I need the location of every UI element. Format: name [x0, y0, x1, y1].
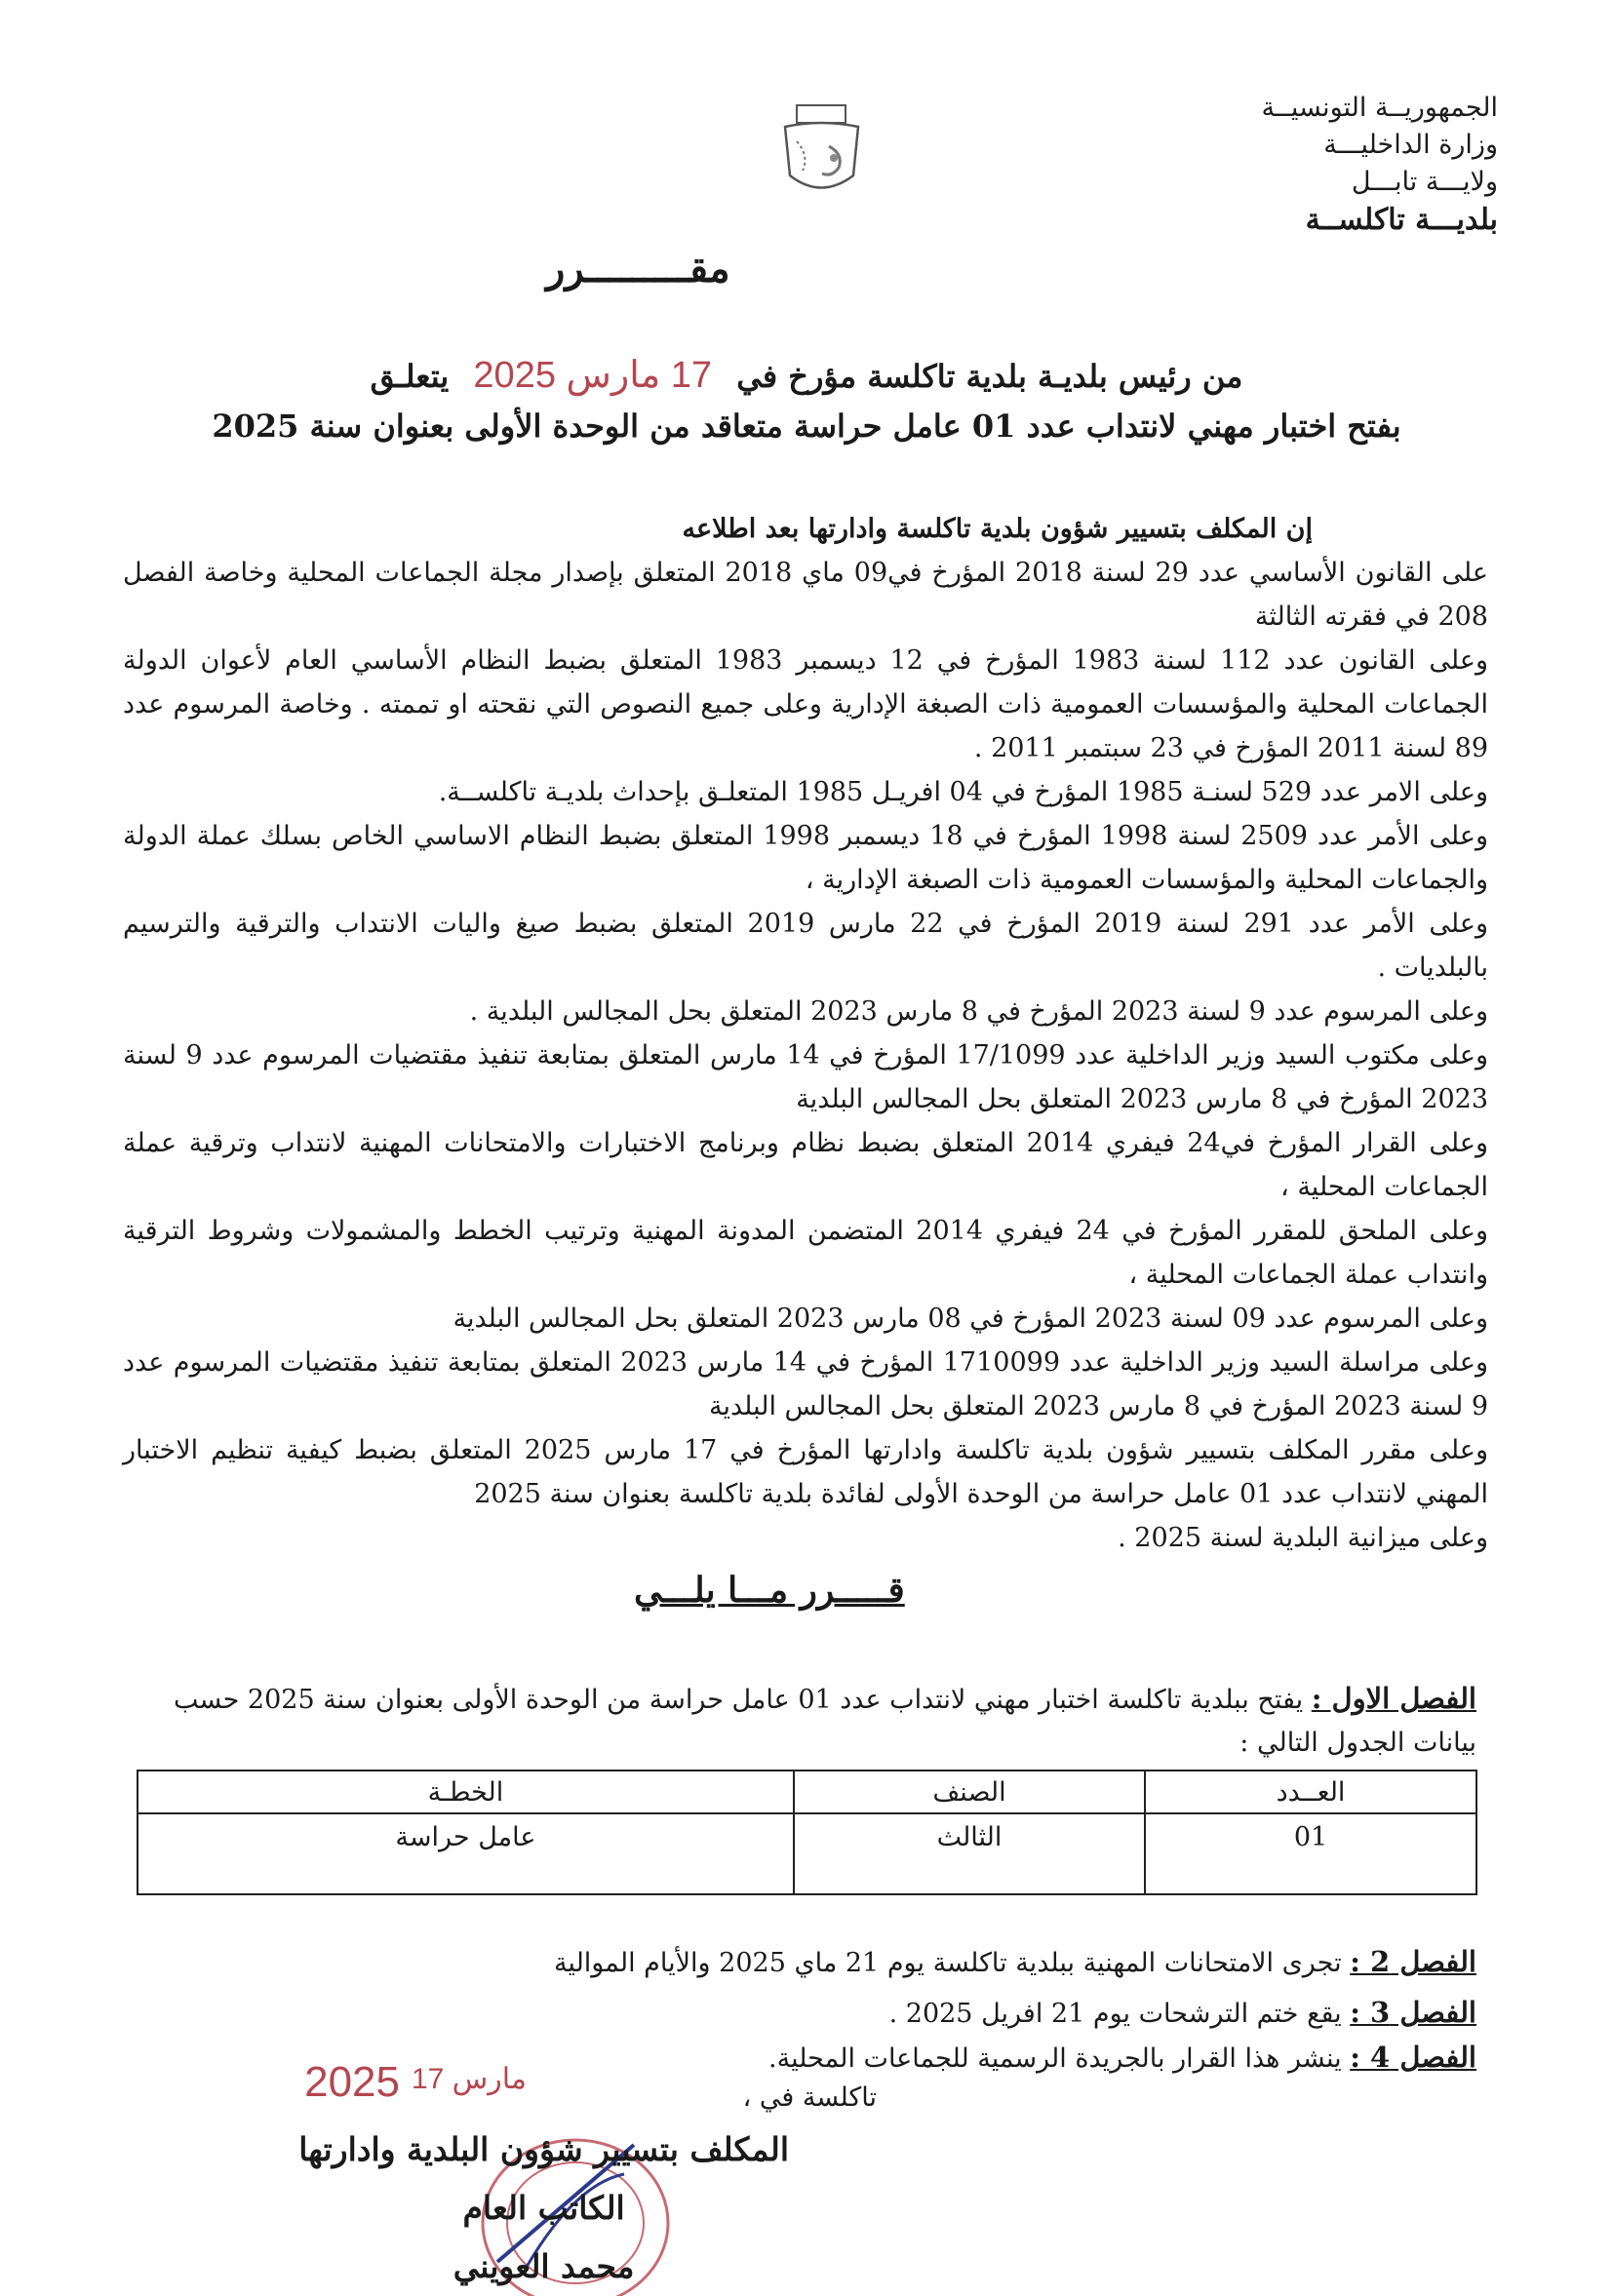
table-header-row — [138, 1771, 1476, 1813]
preamble-paragraph: وعلى القرار المؤرخ في24 فيفري 2014 المتعلق بضبط نظام وبرنامج الاختبارات والامتحانات المهنية لانتداب وترقية عملة الجماعات المحلية ، — [123, 1128, 1488, 1202]
article-4-text: ينشر هذا القرار بالجريدة الرسمية للجماعات المحلية. — [768, 2043, 1342, 2074]
preamble-paragraph: وعلى مقرر المكلف بتسيير شؤون بلدية تاكلسة وادارتها المؤرخ في 17 مارس 2025 المتعلق بضبط كيفية تنظيم الاختبار المهني لانتداب عدد 01 عامل حراسة من الوحدة الأولى لفائدة بلدية تاكلسة بعنوان سنة 2025 — [123, 1435, 1488, 1509]
article-2-text: تجرى الامتحانات المهنية ببلدية تاكلسة يوم 21 ماي 2025 والأيام الموالية — [553, 1948, 1342, 1978]
preamble-paragraph: على القانون الأساسي عدد 29 لسنة 2018 المؤرخ في09 ماي 2018 المتعلق بإصدار مجلة الجماعات المحلية وخاصة الفصل 208 في فقرته الثالثة — [123, 558, 1488, 632]
article-2-label: الفصل 2 : — [1350, 1945, 1476, 1978]
place-date-line: تاكلسة في ، — [742, 2082, 877, 2113]
table-cell-count: 01 — [1145, 1813, 1476, 1894]
preamble-paragraph: وعلى مكتوب السيد وزير الداخلية عدد 17/1099 المؤرخ في 14 مارس المتعلق بمتابعة تنفيذ مقتضيات المرسوم عدد 9 لسنة 2023 المؤرخ في 8 مارس 2023 المتعلق بحل المجالس البلدية — [123, 1040, 1488, 1114]
ministry-name: وزارة الداخليـــة — [1323, 129, 1498, 160]
article-1-text: يفتح ببلدية تاكلسة اختبار مهني لانتداب عدد 01 عامل حراسة من الوحدة الأولى بعنوان سنة 2025 حسب بيانات الجدول التالي : — [174, 1685, 1476, 1758]
preamble-paragraph: وعلى ميزانية البلدية لسنة 2025 . — [1118, 1523, 1488, 1553]
svg-text:2025: 2025 — [304, 2058, 400, 2106]
article-1 — [150, 1677, 1476, 1765]
letterhead — [1262, 90, 1498, 241]
table-header-position: الخطـة — [138, 1771, 794, 1813]
document-title: مقـــــــــرر — [546, 246, 730, 292]
municipality-emblem-icon — [775, 97, 868, 205]
subject-start: من رئيس بلديـة بلدية تاكلسة مؤرخ في — [736, 358, 1243, 395]
subject-line-1 — [0, 353, 1613, 397]
table-header-count: العــدد — [1145, 1771, 1476, 1813]
article-4-label: الفصل 4 : — [1350, 2041, 1476, 2074]
article-3 — [889, 1991, 1476, 2036]
table-cell-grade: الثالث — [794, 1813, 1145, 1894]
municipality-name: بلديـــة تاكلســة — [1305, 203, 1498, 238]
preamble-paragraph: وعلى الملحق للمقرر المؤرخ في 24 فيفري 2014 المتضمن المدونة المهنية وترتيب الخطط والمشمولات وشروط الترقية وانتداب عملة الجماعات المحلية ، — [123, 1216, 1488, 1290]
table-cell-position: عامل حراسة — [138, 1813, 794, 1894]
table-row — [138, 1813, 1476, 1894]
preamble-paragraph: وعلى الامر عدد 529 لسنـة 1985 المؤرخ في 04 افريـل 1985 المتعلـق بإحداث بلديـة تاكلســة. — [438, 777, 1488, 807]
table-header-grade: الصنف — [794, 1771, 1145, 1813]
preamble-paragraph: وعلى المرسوم عدد 9 لسنة 2023 المؤرخ في 8 مارس 2023 المتعلق بحل المجالس البلدية . — [469, 996, 1488, 1027]
article-3-label: الفصل 3 : — [1350, 1996, 1476, 2029]
signatory-name: محمد العويني — [452, 2247, 635, 2285]
governorate-name: ولايـــة تابـــل — [1351, 166, 1498, 197]
signature-block — [298, 2121, 789, 2296]
article-3-text: يقع ختم الترشحات يوم 21 افريل 2025 . — [888, 1999, 1342, 2029]
preamble-paragraph: وعلى المرسوم عدد 09 لسنة 2023 المؤرخ في 08 مارس 2023 المتعلق بحل المجالس البلدية — [452, 1304, 1488, 1334]
subject-end: يتعلـق — [370, 358, 450, 395]
positions-table — [137, 1770, 1477, 1895]
signatory-role: الكاتب العام — [462, 2189, 625, 2227]
signatory-title: المكلف بتسيير شؤون البلدية وادارتها — [298, 2130, 789, 2168]
article-1-label: الفصل الاول : — [1311, 1682, 1476, 1715]
preamble-intro: إن المكلف بتسيير شؤون بلدية تاكلسة وادارتها بعد اطلاعه — [682, 514, 1313, 544]
decision-heading: قـــــرر مـــا يلـــي — [634, 1570, 905, 1611]
preamble-paragraph: وعلى القانون عدد 112 لسنة 1983 المؤرخ في 12 ديسمبر 1983 المتعلق بضبط النظام الأساسي العام لأعوان الدولة الجماعات المحلية والمؤسسات العمومية ذات الصبغة الإدارية وعلى جميع النصوص التي نقحته او تممته . وخاصة المرسوم عدد 89 لسنة 2011 المؤرخ في 23 سبتمبر 2011 . — [123, 645, 1488, 763]
preamble-paragraph: وعلى الأمر عدد 291 لسنة 2019 المؤرخ في 22 مارس 2019 المتعلق بضبط صيغ واليات الانتداب والترقية والترسيم بالبلديات . — [123, 909, 1488, 983]
country-name: الجمهوريــة التونسيــة — [1261, 93, 1498, 123]
preamble — [123, 507, 1488, 1560]
subject-line-2: بفتح اختبار مهني لانتداب عدد 01 عامل حراسة متعاقد من الوحدة الأولى بعنوان سنة 2025 — [212, 408, 1401, 445]
preamble-paragraph: وعلى مراسلة السيد وزير الداخلية عدد 1710099 المؤرخ في 14 مارس 2023 المتعلق بمتابعة تنفيذ مقتضيات المرسوم عدد 9 لسنة 2023 المؤرخ في 8 مارس 2023 المتعلق بحل المجالس البلدية — [123, 1347, 1489, 1421]
article-2 — [554, 1940, 1476, 1985]
svg-text:مارس 17: مارس 17 — [411, 2063, 527, 2095]
date-stamp: 17 مارس 2025 — [473, 355, 713, 396]
preamble-paragraph: وعلى الأمر عدد 2509 لسنة 1998 المؤرخ في 18 ديسمبر 1998 المتعلق بضبط النظام الاساسي الخاص بسلك عملة الدولة والجماعات المحلية والمؤسسات العمومية ذات الصبغة الإدارية ، — [123, 821, 1488, 895]
article-4 — [768, 2036, 1476, 2081]
